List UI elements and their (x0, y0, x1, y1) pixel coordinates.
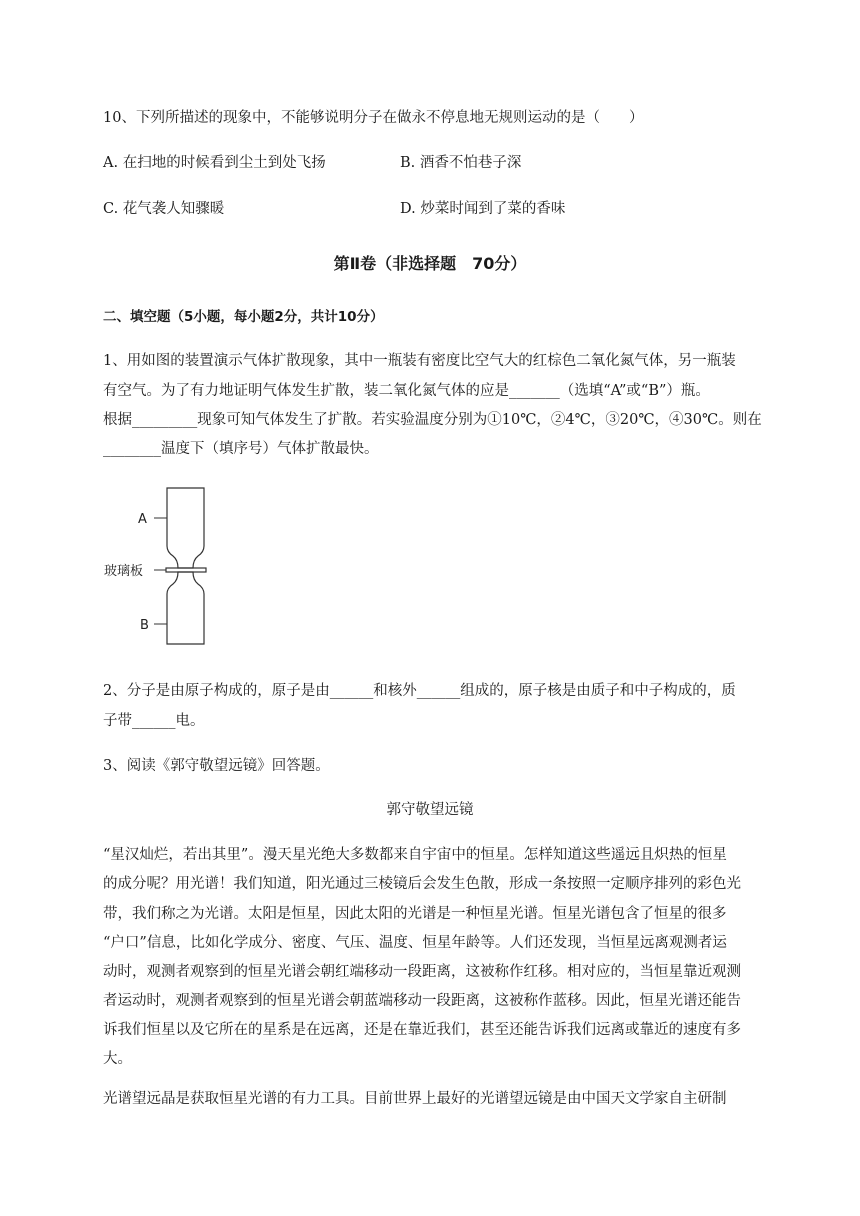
article-para1-line-8: 大。 (103, 1051, 132, 1067)
fill1-line-3: 根据_________现象可知气体发生了扩散。若实验温度分别为①10℃，②4℃，③20℃，④30℃。则在 (103, 412, 762, 428)
article-para1-line-3: 带，我们称之为光谱。太阳是恒星，因此太阳的光谱是一种恒星光谱。恒星光谱包含了恒星的很多 (103, 906, 727, 922)
figure-label-b: B (140, 618, 149, 633)
fill1-line-1: 1、用如图的装置演示气体扩散现象，其中一瓶装有密度比空气大的红棕色二氧化氮气体，另一瓶装 (103, 353, 736, 369)
bottle-a (167, 488, 204, 568)
article-para2-line-1: 光谱望远晶是获取恒星光谱的有力工具。目前世界上最好的光谱望远镜是由中国天文学家自主研制 (103, 1091, 727, 1107)
article-title: 郭守敬望远镜 (386, 802, 474, 818)
fill1-line-2: 有空气。为了有力地证明气体发生扩散，装二氧化氮气体的应是_______（选填“A”或“B”）瓶。 (103, 383, 710, 399)
article-para1-line-5: 动时，观测者观察到的恒星光谱会朝红端移动一段距离，这被称作红移。相对应的，当恒星靠近观测 (103, 964, 741, 980)
article-para1-line-4: “户口”信息，比如化学成分、密度、气压、温度、恒星年龄等。人们还发现，当恒星远离观测者运 (103, 935, 727, 951)
q10-option-b: B. 酒香不怕巷子深 (400, 155, 522, 171)
part2-title: 第Ⅱ卷（非选择题 70分） (333, 254, 527, 273)
q10-stem: 10、下列所描述的现象中，不能够说明分子在做永不停息地无规则运动的是（ ） (103, 110, 644, 126)
figure-label-glass-plate: 玻璃板 (104, 564, 144, 579)
bottle-b (167, 572, 204, 644)
diffusion-apparatus-figure (100, 480, 240, 650)
figure-label-a: A (138, 512, 147, 527)
q10-option-c: C. 花气袭人知骤暖 (103, 201, 225, 217)
fill1-line-4: ________温度下（填序号）气体扩散最快。 (103, 441, 379, 457)
fill2-line-2: 子带______电。 (103, 713, 205, 729)
article-para1-line-2: 的成分呢？用光谱！我们知道，阳光通过三棱镜后会发生色散，形成一条按照一定顺序排列的彩色光 (103, 876, 741, 892)
q10-option-d: D. 炒菜时闻到了菜的香味 (400, 201, 566, 217)
q10-option-a: A. 在扫地的时候看到尘土到处飞扬 (103, 155, 326, 171)
section2-title: 二、填空题（5小题，每小题2分，共计10分） (103, 309, 384, 325)
article-para1-line-6: 者运动时，观测者观察到的恒星光谱会朝蓝端移动一段距离，这被称作蓝移。因此，恒星光谱还能告 (103, 993, 741, 1009)
article-para1-line-1: “星汉灿烂，若出其里”。漫天星光绝大多数都来自宇宙中的恒星。怎样知道这些遥远且炽热的恒星 (103, 847, 727, 863)
fill3-intro: 3、阅读《郭守敬望远镜》回答题。 (103, 758, 330, 774)
fill2-line-1: 2、分子是由原子构成的，原子是由______和核外______组成的，原子核是由质子和中子构成的，质 (103, 683, 736, 699)
article-para1-line-7: 诉我们恒星以及它所在的星系是在远离，还是在靠近我们，甚至还能告诉我们远离或靠近的速度有多 (103, 1022, 741, 1038)
